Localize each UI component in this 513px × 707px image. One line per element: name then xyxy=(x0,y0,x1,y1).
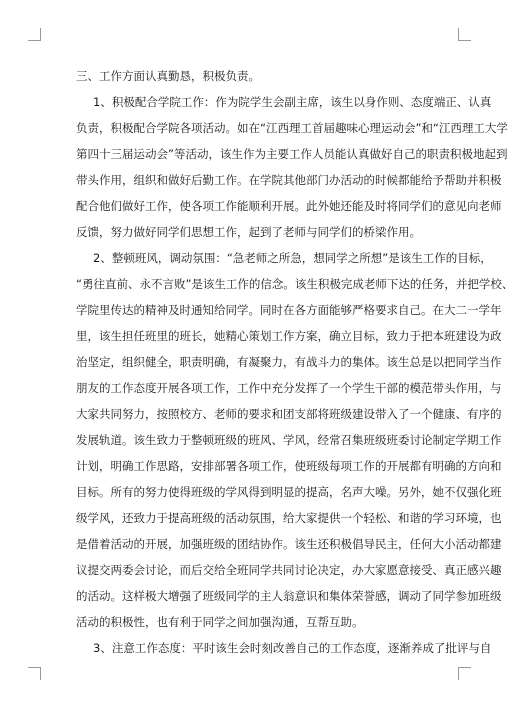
paragraph-line: 配合他们做好工作，使各项工作能顺利开展。此外她还能及时将同学们的意见向老师 xyxy=(76,199,502,213)
paragraph-line: 里，该生担任班里的班长，她精心策划工作方案，确立目标，致力于把本班建设为政 xyxy=(76,329,502,343)
paragraph-line: 1、积极配合学院工作：作为院学生会副主席，该生以身作则、态度端正、认真 xyxy=(93,95,492,109)
paragraph-line: 治坚定，组织健全，职责明确，有凝聚力，有战斗力的集体。该生总是以把同学当作 xyxy=(76,355,502,369)
paragraph-line: 朋友的工作态度开展各项工作，工作中充分发挥了一个学生干部的模范带头作用，与 xyxy=(76,381,502,395)
paragraph-line: 的活动。这样极大增强了班级同学的主人翁意识和集体荣誉感，调动了同学参加班级 xyxy=(76,589,502,603)
paragraph-line: “勇往直前、永不言败”是该生工作的信念。该生积极完成老师下达的任务，并把学校、 xyxy=(76,277,513,291)
paragraph-1 xyxy=(76,89,508,245)
section-heading: 三、工作方面认真勤恳，积极负责。 xyxy=(76,69,260,83)
paragraph-line: 计划，明确工作思路，安排部署各项工作，使班级每项工作的开展都有明确的方向和 xyxy=(76,459,502,473)
crop-mark-bottom-right xyxy=(458,667,471,680)
document-body xyxy=(76,63,513,661)
paragraph-2 xyxy=(76,245,513,635)
paragraph-line: 反馈，努力做好同学们思想工作，起到了老师与同学们的桥梁作用。 xyxy=(76,225,421,239)
crop-mark-top-left xyxy=(28,28,41,41)
crop-mark-top-right xyxy=(458,28,471,41)
paragraph-line: 目标。所有的努力使得班级的学风得到明显的提高，名声大噪。另外，她不仅强化班 xyxy=(76,485,502,499)
paragraph-line: 发展轨道。该生致力于整顿班级的班风、学风，经常召集班级班委讨论制定学期工作 xyxy=(76,433,502,447)
paragraph-line: 带头作用，组织和做好后勤工作。在学院其他部门办活动的时候都能给予帮助并积极 xyxy=(76,173,502,187)
paragraph-line: 第四十三届运动会”等活动，该生作为主要工作人员能认真做好自己的职责积极地起到 xyxy=(76,147,508,161)
crop-mark-bottom-left xyxy=(28,667,41,680)
paragraph-line: 是借着活动的开展，加强班级的团结协作。该生还积极倡导民主，任何大小活动都建 xyxy=(76,537,502,551)
paragraph-line: 活动的积极性，也有利于同学之间加强沟通，互帮互助。 xyxy=(76,615,364,629)
paragraph-line: 大家共同努力，按照校方、老师的要求和团支部将班级建设带入了一个健康、有序的 xyxy=(76,407,502,421)
paragraph-line: 2、整顿班风，调动氛围：“急老师之所急，想同学之所想”是该生工作的目标， xyxy=(93,251,492,265)
paragraph-line: 级学风，还致力于提高班级的活动氛围，给大家提供一个轻松、和谐的学习环境，也 xyxy=(76,511,502,525)
paragraph-line: 学院里传达的精神及时通知给同学。同时在各方面能够严格要求自己。在大二一学年 xyxy=(76,303,502,317)
paragraph-line: 议提交两委会讨论，而后交给全班同学共同讨论决定，办大家愿意接受、真正感兴趣 xyxy=(76,563,502,577)
paragraph-line: 负责，积极配合学院各项活动。如在“江西理工首届趣味心理运动会”和“江西理工大学 xyxy=(76,121,508,135)
paragraph-line: 3、注意工作态度：平时该生会时刻改善自己的工作态度，逐渐养成了批评与自 xyxy=(93,641,492,655)
paragraph-3 xyxy=(76,635,492,661)
